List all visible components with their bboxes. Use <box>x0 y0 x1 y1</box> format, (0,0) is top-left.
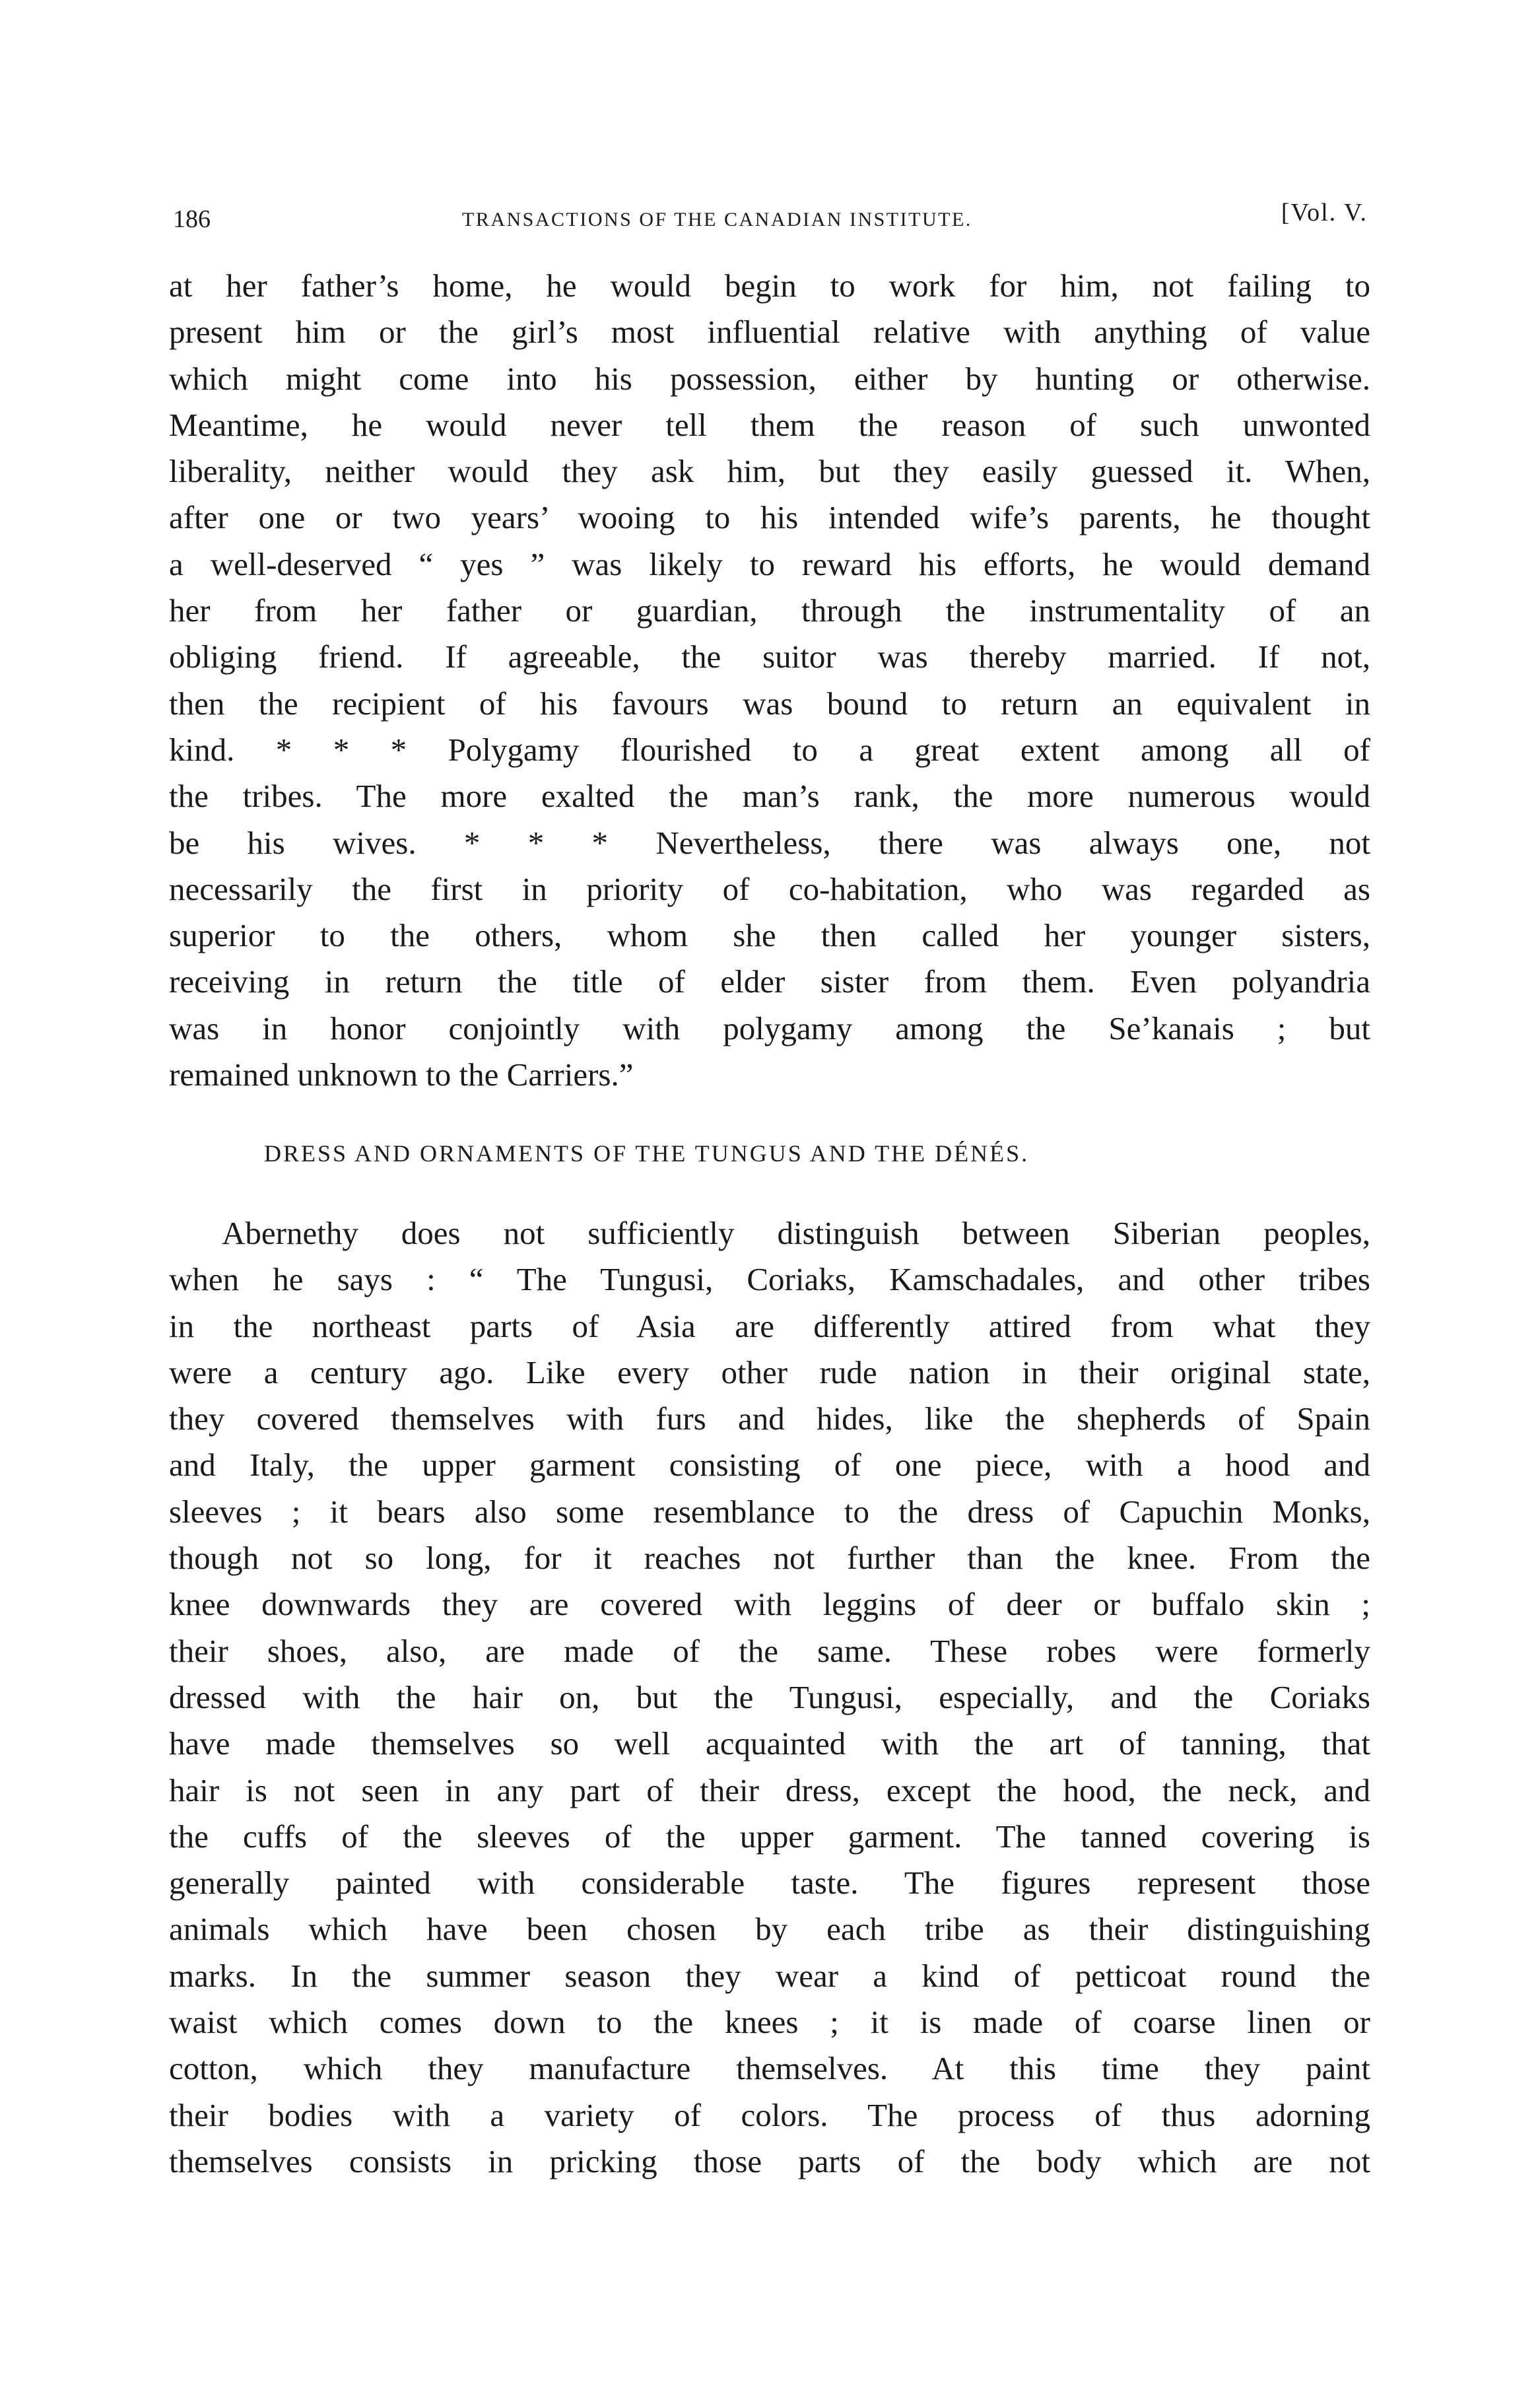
text-line: Abernethy does not sufficiently distinguish between Siberian peoples, <box>222 1215 1370 1251</box>
text-line: though not so long, for it reaches not further than the knee. From the <box>169 1540 1370 1577</box>
text-line: animals which have been chosen by each tribe as their distinguishing <box>169 1911 1370 1948</box>
text-line: the cuffs of the sleeves of the upper garment. The tanned covering is <box>169 1818 1370 1855</box>
text-line: dressed with the hair on, but the Tungusi, especially, and the Coriaks <box>169 1678 1370 1715</box>
text-line: cotton, which they manufacture themselves. At this time they paint <box>169 2050 1370 2087</box>
text-line: necessarily the first in priority of co-habitation, who was regarded as <box>169 870 1370 907</box>
text-line: her from her father or guardian, through the instrumentality of an <box>169 592 1370 629</box>
text-line: themselves consists in pricking those parts of the body which are not <box>169 2142 1370 2179</box>
text-line: waist which comes down to the knees ; it is made of coarse linen or <box>169 2004 1370 2041</box>
text-line: hair is not seen in any part of their dress, except the hood, the neck, and <box>169 1771 1370 1808</box>
text-line: was in honor conjointly with polygamy among the Se’kanais ; but <box>169 1010 1370 1046</box>
running-head <box>173 198 1368 244</box>
text-line: knee downwards they are covered with leggins of deer or buffalo skin ; <box>169 1586 1370 1623</box>
text-line: were a century ago. Like every other rude nation in their original state, <box>169 1353 1370 1390</box>
text-line: and Italy, the upper garment consisting of one piece, with a hood and <box>169 1447 1370 1484</box>
text-line: their bodies with a variety of colors. The process of thus adorning <box>169 2096 1370 2133</box>
paragraph-dress-ornaments <box>169 1210 1370 2185</box>
text-line: present him or the girl’s most influential relative with anything of value <box>169 314 1370 351</box>
volume-label: [Vol. V. <box>1281 199 1368 226</box>
text-line: marks. In the summer season they wear a kind of petticoat round the <box>169 1957 1370 1994</box>
text-line: have made themselves so well acquainted with the art of tanning, that <box>169 1725 1370 1762</box>
text-line: their shoes, also, are made of the same. These robes were formerly <box>169 1632 1370 1669</box>
text-line: kind. * * * Polygamy flourished to a great extent among all of <box>169 731 1370 768</box>
text-line: then the recipient of his favours was bound to return an equivalent in <box>169 685 1370 722</box>
text-line: in the northeast parts of Asia are differently attired from what they <box>169 1307 1370 1344</box>
text-line: obliging friend. If agreeable, the suitor was thereby married. If not, <box>169 638 1370 675</box>
text-line: sleeves ; it bears also some resemblance to the dress of Capuchin Monks, <box>169 1493 1370 1530</box>
journal-title: TRANSACTIONS OF THE CANADIAN INSTITUTE. <box>462 209 972 230</box>
text-line: be his wives. * * * Nevertheless, there was always one, not <box>169 824 1370 861</box>
text-line: at her father’s home, he would begin to work for him, not failing to <box>169 267 1370 304</box>
text-line: they covered themselves with furs and hides, like the shepherds of Spain <box>169 1400 1370 1437</box>
text-line: after one or two years’ wooing to his intended wife’s parents, he thought <box>169 499 1370 536</box>
text-line: the tribes. The more exalted the man’s rank, the more numerous would <box>169 778 1370 815</box>
text-line: a well-deserved “ yes ” was likely to reward his efforts, he would demand <box>169 545 1370 582</box>
text-line: which might come into his possession, either by hunting or otherwise. <box>169 360 1370 397</box>
text-line: superior to the others, whom she then called her younger sisters, <box>169 917 1370 954</box>
text-line: when he says : “ The Tungusi, Coriaks, Kamschadales, and other tribes <box>169 1261 1370 1298</box>
text-line: generally painted with considerable taste. The figures represent those <box>169 1865 1370 1901</box>
text-line: Meantime, he would never tell them the reason of such unwonted <box>169 406 1370 443</box>
section-heading: DRESS AND ORNAMENTS OF THE TUNGUS AND THE DÉNÉS. <box>264 1140 1030 1167</box>
paragraph-marriage-customs <box>169 263 1370 1098</box>
text-line: liberality, neither would they ask him, but they easily guessed it. When, <box>169 453 1370 490</box>
text-line: receiving in return the title of elder sister from them. Even polyandria <box>169 963 1370 1000</box>
text-line: remained unknown to the Carriers.” <box>169 1056 634 1093</box>
page-number: 186 <box>173 205 211 233</box>
